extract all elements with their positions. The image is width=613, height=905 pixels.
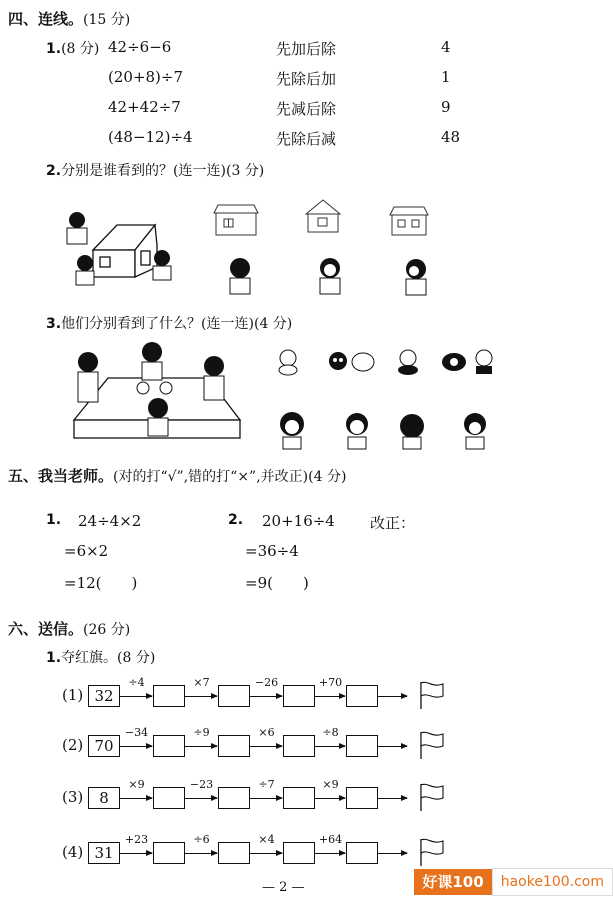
q3-number: 3. <box>46 316 62 332</box>
chain-label: (3) <box>62 788 84 806</box>
section-4-title: 四、连线。 <box>8 10 84 28</box>
section-6-heading <box>8 618 130 639</box>
result-3: 9 <box>441 98 451 116</box>
answer-box[interactable] <box>218 685 250 707</box>
house-view-1 <box>210 203 262 237</box>
operation-label: −23 <box>189 778 214 791</box>
toy-view-1 <box>275 348 301 376</box>
q2-number: 2. <box>46 163 62 179</box>
section-6-points: (26 分) <box>83 622 131 638</box>
red-flag-icon <box>418 730 446 760</box>
chain-start-box: 70 <box>88 735 120 757</box>
arrow-icon <box>250 746 282 747</box>
watermark <box>414 869 613 895</box>
arrow-icon <box>250 798 282 799</box>
arrow-icon <box>378 798 407 799</box>
operation-label: +23 <box>124 833 149 846</box>
arrow-icon <box>378 746 407 747</box>
operation-label: ×4 <box>258 833 275 846</box>
house-view-2 <box>302 198 344 236</box>
arrow-icon <box>315 798 345 799</box>
chain-label: (2) <box>62 736 84 754</box>
arrow-icon <box>315 853 345 854</box>
arrow-icon <box>185 853 217 854</box>
arrow-icon <box>185 798 217 799</box>
section-6-title: 六、送信。 <box>8 620 84 638</box>
chain-start-box: 31 <box>88 842 120 864</box>
q1-number: 1. <box>46 41 62 57</box>
answer-box[interactable] <box>218 787 250 809</box>
s6-q1-number: 1. <box>46 650 62 666</box>
order-2: 先除后加 <box>276 70 337 88</box>
answer-box[interactable] <box>218 842 250 864</box>
expr-3: 42+42÷7 <box>108 98 181 116</box>
answer-box[interactable] <box>346 735 378 757</box>
arrow-icon <box>185 696 217 697</box>
operation-label: ÷6 <box>193 833 210 846</box>
arrow-icon <box>120 853 152 854</box>
arrow-icon <box>185 746 217 747</box>
answer-box[interactable] <box>346 787 378 809</box>
chain-label: (1) <box>62 686 84 704</box>
problem-1-line-2: =6×2 <box>64 542 109 560</box>
operation-label: +70 <box>318 676 343 689</box>
arrow-icon <box>315 696 345 697</box>
answer-box[interactable] <box>153 735 185 757</box>
operation-label: ÷8 <box>322 726 339 739</box>
child-a-icon <box>275 410 309 450</box>
q3-heading <box>46 313 292 333</box>
red-flag-icon <box>418 837 446 867</box>
expr-4: (48−12)÷4 <box>108 128 193 146</box>
operation-label: ×7 <box>193 676 210 689</box>
problem-1-number: 1. <box>46 512 62 528</box>
answer-box[interactable] <box>218 735 250 757</box>
section-5-title: 五、我当老师。 <box>8 467 114 485</box>
problem-2-line-3: =9( ) <box>245 574 309 592</box>
order-3: 先减后除 <box>276 100 337 118</box>
section-5-heading <box>8 465 346 486</box>
answer-box[interactable] <box>346 685 378 707</box>
operation-label: +64 <box>318 833 343 846</box>
house-scene-illustration <box>55 195 175 295</box>
table-scene-illustration <box>68 340 248 445</box>
page-number: — 2 — <box>262 880 305 895</box>
q2-text: 分别是谁看到的？(连一连)(3 分) <box>61 163 265 179</box>
chain-start-box: 32 <box>88 685 120 707</box>
child-1-icon <box>222 255 258 297</box>
toy-view-2 <box>325 350 351 376</box>
chain-label: (4) <box>62 843 84 861</box>
chain-start-box: 8 <box>88 787 120 809</box>
child-3-icon <box>398 256 434 298</box>
toy-view-6 <box>470 348 498 376</box>
arrow-icon <box>120 696 152 697</box>
order-1: 先加后除 <box>276 40 337 58</box>
problem-1-line-3: =12( ) <box>64 574 138 592</box>
q2-heading <box>46 160 264 180</box>
correction-label: 改正： <box>370 514 416 532</box>
operation-label: ×6 <box>258 726 275 739</box>
operation-label: ×9 <box>128 778 145 791</box>
child-c-icon <box>395 412 429 450</box>
answer-box[interactable] <box>346 842 378 864</box>
result-1: 4 <box>441 38 451 56</box>
order-4: 先除后减 <box>276 130 337 148</box>
arrow-icon <box>250 696 282 697</box>
answer-box[interactable] <box>153 787 185 809</box>
section-5-points: (对的打“√”,错的打“×”,并改正)(4 分) <box>113 469 347 485</box>
section-4-points: (15 分) <box>83 12 131 28</box>
answer-box[interactable] <box>153 842 185 864</box>
problem-1-line-1: 24÷4×2 <box>78 512 142 530</box>
problem-2-line-1: 20+16÷4 <box>262 512 335 530</box>
expr-1: 42÷6−6 <box>108 38 172 56</box>
answer-box[interactable] <box>153 685 185 707</box>
problem-2-number: 2. <box>228 512 244 528</box>
arrow-icon <box>315 746 345 747</box>
problem-2-line-2: =36÷4 <box>245 542 299 560</box>
arrow-icon <box>378 696 407 697</box>
operation-label: ÷4 <box>128 676 145 689</box>
operation-label: −34 <box>124 726 149 739</box>
section-4-heading <box>8 8 130 29</box>
result-2: 1 <box>441 68 451 86</box>
operation-label: −26 <box>254 676 279 689</box>
operation-label: ÷7 <box>258 778 275 791</box>
q1-heading <box>46 38 99 58</box>
house-view-3 <box>386 205 432 237</box>
s6-q1-heading <box>46 647 155 667</box>
arrow-icon <box>250 853 282 854</box>
toy-view-5 <box>440 350 468 374</box>
result-4: 48 <box>441 128 461 146</box>
arrow-icon <box>378 853 407 854</box>
toy-view-3 <box>350 350 376 374</box>
expr-2: (20+8)÷7 <box>108 68 184 86</box>
operation-label: ÷9 <box>193 726 210 739</box>
s6-q1-text: 夺红旗。(8 分) <box>61 650 156 666</box>
child-b-icon <box>340 410 374 450</box>
q1-points: (8 分) <box>61 41 100 57</box>
operation-label: ×9 <box>322 778 339 791</box>
red-flag-icon <box>418 782 446 812</box>
child-2-icon <box>312 255 348 297</box>
arrow-icon <box>120 798 152 799</box>
q3-text: 他们分别看到了什么？(连一连)(4 分) <box>61 316 293 332</box>
watermark-url: haoke100.com <box>492 868 613 896</box>
red-flag-icon <box>418 680 446 710</box>
watermark-brand: 好课100 <box>414 869 491 895</box>
child-d-icon <box>458 410 492 450</box>
arrow-icon <box>120 746 152 747</box>
toy-view-4 <box>395 348 421 376</box>
